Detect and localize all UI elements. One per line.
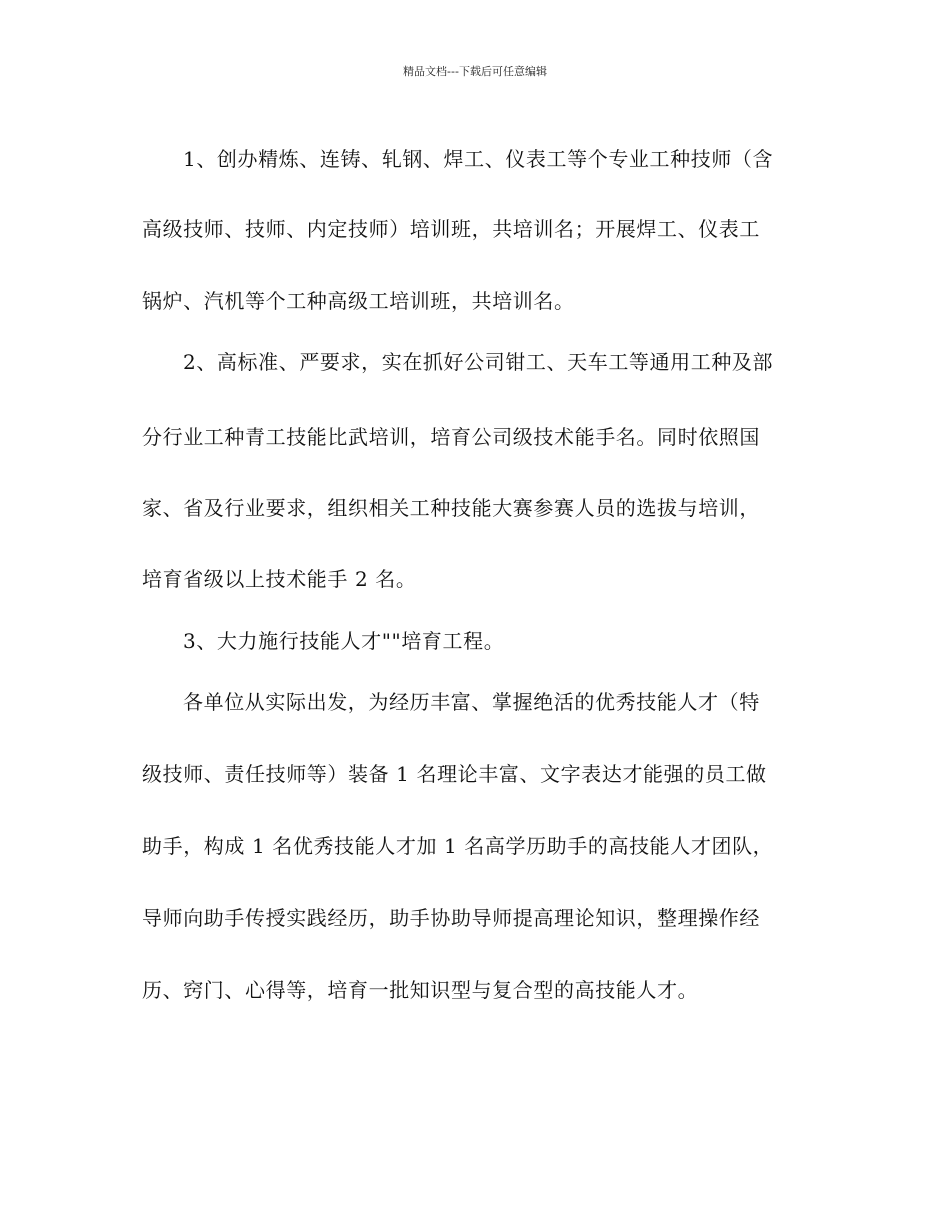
- paragraph-line: 1、创办精炼、连铸、轧钢、焊工、仪表工等个专业工种技师（含: [183, 147, 774, 171]
- paragraph-line: 3、大力施行技能人才""培育工程。: [183, 629, 505, 653]
- paragraph-line: 各单位从实际出发，为经历丰富、掌握绝活的优秀技能人才（特: [183, 690, 760, 714]
- paragraph-line: 锅炉、汽机等个工种高级工培训班，共培训名。: [142, 289, 575, 313]
- paragraph-line: 导师向助手传授实践经历，助手协助导师提高理论知识，整理操作经: [142, 906, 760, 930]
- paragraph-line: 家、省及行业要求，组织相关工种技能大赛参赛人员的选拔与培训，: [142, 496, 760, 520]
- paragraph-line: 助手，构成 1 名优秀技能人才加 1 名高学历助手的高技能人才团队，: [142, 834, 774, 858]
- paragraph-line: 高级技师、技师、内定技师）培训班，共培训名；开展焊工、仪表工: [142, 217, 760, 241]
- page-header: 精品文档---下载后可任意编辑: [403, 65, 547, 78]
- paragraph-line: 2、高标准、严要求，实在抓好公司钳工、天车工等通用工种及部: [183, 350, 774, 374]
- paragraph-line: 分行业工种青工技能比武培训，培育公司级技术能手名。同时依照国: [142, 425, 760, 449]
- paragraph-line: 培育省级以上技术能手 2 名。: [142, 567, 417, 591]
- paragraph-line: 历、窍门、心得等，培育一批知识型与复合型的高技能人才。: [142, 978, 699, 1002]
- paragraph-line: 级技师、责任技师等）装备 1 名理论丰富、文字表达才能强的员工做: [142, 762, 767, 786]
